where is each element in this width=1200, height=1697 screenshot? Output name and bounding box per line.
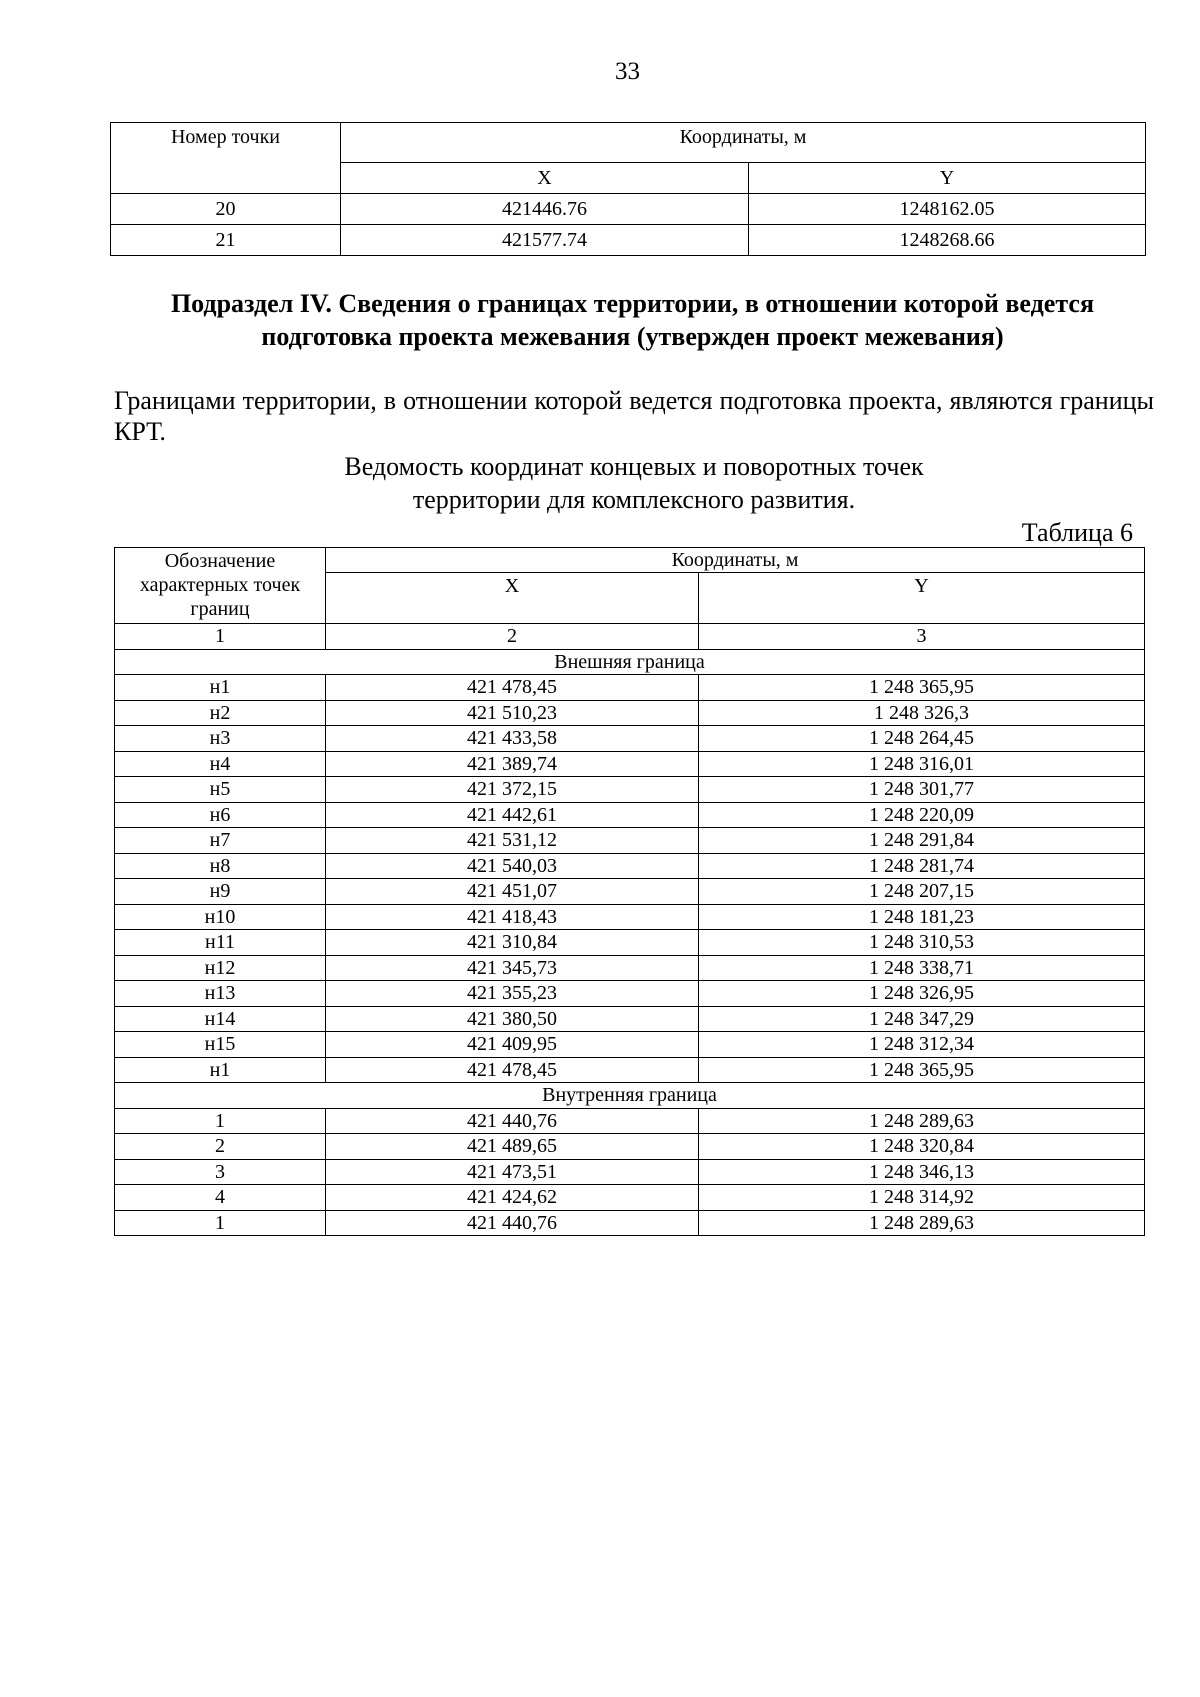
table-row (115, 828, 1145, 854)
cell-x: 421 433,58 (326, 726, 699, 752)
cell-y: 1 248 365,95 (699, 675, 1145, 701)
table-row (115, 1006, 1145, 1032)
table-row (115, 955, 1145, 981)
table-row (115, 981, 1145, 1007)
caption-line-1: Ведомость координат концевых и поворотных точек (344, 452, 924, 481)
cell-point: 1 (115, 1210, 326, 1236)
cell-y: 1 248 326,95 (699, 981, 1145, 1007)
cell-y: 1 248 326,3 (699, 700, 1145, 726)
cell-y: 1 248 281,74 (699, 853, 1145, 879)
section-title: Внутренняя граница (115, 1083, 1145, 1109)
cell-y: 1 248 316,01 (699, 751, 1145, 777)
cell-x: 421 345,73 (326, 955, 699, 981)
cell-x: 421 442,61 (326, 802, 699, 828)
table-label: Таблица 6 (1021, 518, 1133, 547)
header-x: X (341, 163, 749, 194)
table-row (115, 700, 1145, 726)
cell-point: н3 (115, 726, 326, 752)
table-row (115, 1185, 1145, 1211)
header-point-designation: Обозначение характерных точек границ (115, 548, 326, 624)
header-col-2: 2 (326, 624, 699, 650)
cell-x: 421446.76 (341, 194, 749, 225)
cell-x: 421 473,51 (326, 1159, 699, 1185)
cell-point: 4 (115, 1185, 326, 1211)
cell-x: 421 489,65 (326, 1134, 699, 1160)
cell-point: н1 (115, 1057, 326, 1083)
cell-point: 1 (115, 1108, 326, 1134)
header-point-number: Номер точки (111, 123, 341, 194)
cell-y: 1 248 289,63 (699, 1210, 1145, 1236)
table-row (111, 194, 1146, 225)
outer-boundary-title-row (115, 649, 1145, 675)
table-6 (114, 547, 1145, 1236)
coordinates-table-continued (110, 122, 1146, 256)
table-row (115, 1032, 1145, 1058)
cell-x: 421 531,12 (326, 828, 699, 854)
header-col-1: 1 (115, 624, 326, 650)
cell-point: н8 (115, 853, 326, 879)
cell-y: 1 248 347,29 (699, 1006, 1145, 1032)
cell-point: н13 (115, 981, 326, 1007)
header-col-3: 3 (699, 624, 1145, 650)
cell-point: н14 (115, 1006, 326, 1032)
cell-point: н12 (115, 955, 326, 981)
cell-y: 1248162.05 (749, 194, 1146, 225)
cell-point: 3 (115, 1159, 326, 1185)
section-paragraph: Границами территории, в отношении которой ведется подготовка проекта, являются границы КРТ. (114, 386, 1154, 446)
table-row (115, 1159, 1145, 1185)
table-caption (114, 450, 1154, 516)
table-row (115, 1210, 1145, 1236)
caption-line-2: территории для комплексного развития. (412, 485, 856, 514)
cell-y: 1 248 291,84 (699, 828, 1145, 854)
cell-point: 21 (111, 225, 341, 256)
header-x: X (326, 573, 699, 624)
table-row (115, 751, 1145, 777)
header-coordinates: Координаты, м (341, 123, 1146, 163)
table-row (115, 1134, 1145, 1160)
cell-y: 1 248 314,92 (699, 1185, 1145, 1211)
cell-point: 20 (111, 194, 341, 225)
cell-y: 1 248 320,84 (699, 1134, 1145, 1160)
cell-y: 1 248 365,95 (699, 1057, 1145, 1083)
cell-y: 1 248 301,77 (699, 777, 1145, 803)
cell-x: 421 478,45 (326, 1057, 699, 1083)
cell-y: 1 248 310,53 (699, 930, 1145, 956)
table-row (115, 675, 1145, 701)
cell-point: н1 (115, 675, 326, 701)
cell-y: 1248268.66 (749, 225, 1146, 256)
header-y: Y (699, 573, 1145, 624)
inner-boundary-title-row (115, 1083, 1145, 1109)
table-row (115, 777, 1145, 803)
cell-x: 421 418,43 (326, 904, 699, 930)
table-row (111, 225, 1146, 256)
table-row (115, 802, 1145, 828)
cell-point: н15 (115, 1032, 326, 1058)
cell-point: н5 (115, 777, 326, 803)
table-row (115, 904, 1145, 930)
cell-x: 421 424,62 (326, 1185, 699, 1211)
cell-x: 421 380,50 (326, 1006, 699, 1032)
cell-point: н2 (115, 700, 326, 726)
section-heading: Подраздел IV. Сведения о границах территории, в отношении которой ведется подготовка проекта межевания (утвержден проект межевания) (170, 289, 1095, 351)
cell-x: 421 372,15 (326, 777, 699, 803)
cell-y: 1 248 338,71 (699, 955, 1145, 981)
table-row (115, 726, 1145, 752)
cell-x: 421 440,76 (326, 1210, 699, 1236)
table-row (115, 879, 1145, 905)
cell-x: 421 355,23 (326, 981, 699, 1007)
page-number: 33 (615, 58, 640, 85)
cell-x: 421 440,76 (326, 1108, 699, 1134)
cell-point: н10 (115, 904, 326, 930)
cell-point: 2 (115, 1134, 326, 1160)
cell-y: 1 248 181,23 (699, 904, 1145, 930)
table-row (115, 853, 1145, 879)
cell-point: н7 (115, 828, 326, 854)
cell-y: 1 248 220,09 (699, 802, 1145, 828)
cell-x: 421 478,45 (326, 675, 699, 701)
cell-x: 421 409,95 (326, 1032, 699, 1058)
cell-point: н11 (115, 930, 326, 956)
cell-y: 1 248 346,13 (699, 1159, 1145, 1185)
header-coordinates: Координаты, м (326, 548, 1145, 573)
header-y: Y (749, 163, 1146, 194)
cell-point: н4 (115, 751, 326, 777)
cell-x: 421 310,84 (326, 930, 699, 956)
cell-y: 1 248 207,15 (699, 879, 1145, 905)
table-6-body (115, 649, 1145, 1236)
table-row (115, 930, 1145, 956)
cell-x: 421577.74 (341, 225, 749, 256)
table-row (115, 1057, 1145, 1083)
table-row (115, 1108, 1145, 1134)
cell-y: 1 248 264,45 (699, 726, 1145, 752)
cell-x: 421 389,74 (326, 751, 699, 777)
cell-x: 421 451,07 (326, 879, 699, 905)
cell-point: н9 (115, 879, 326, 905)
cell-point: н6 (115, 802, 326, 828)
cell-y: 1 248 312,34 (699, 1032, 1145, 1058)
cell-x: 421 510,23 (326, 700, 699, 726)
cell-x: 421 540,03 (326, 853, 699, 879)
cell-y: 1 248 289,63 (699, 1108, 1145, 1134)
section-title: Внешняя граница (115, 649, 1145, 675)
